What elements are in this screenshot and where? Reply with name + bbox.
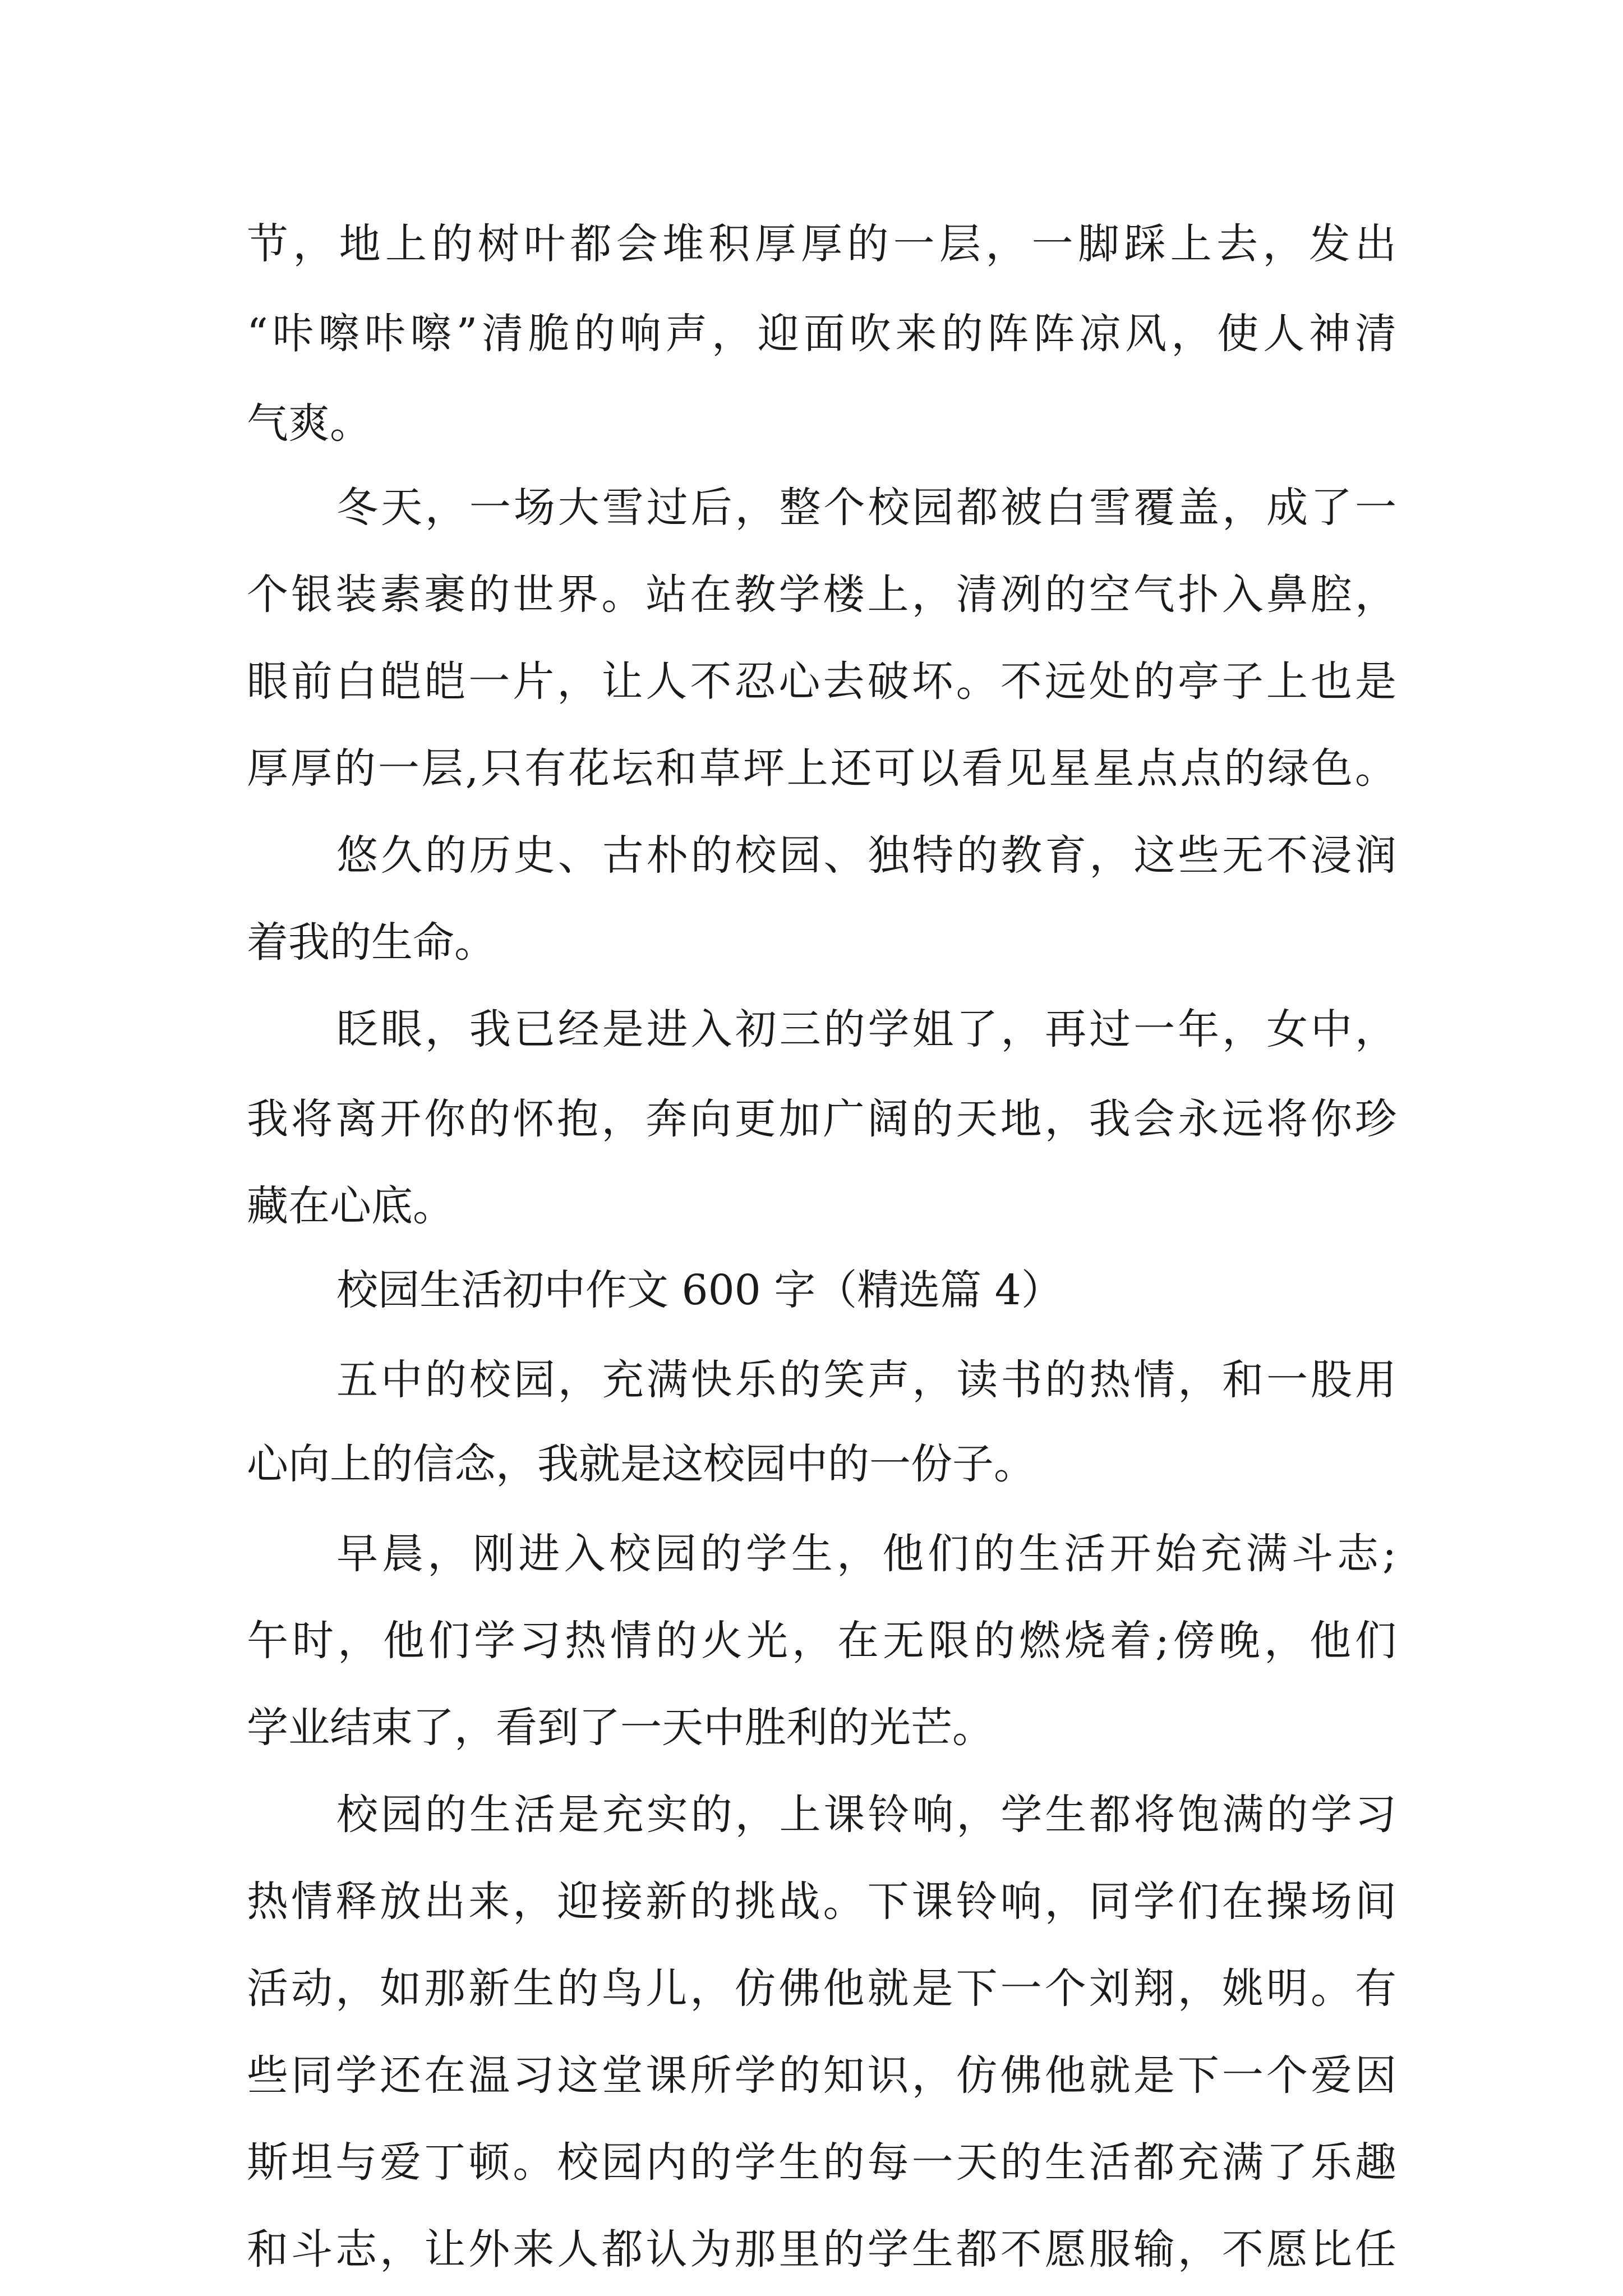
text-line: 早晨，刚进入校园的学生，他们的生活开始充满斗志; — [336, 1530, 1396, 1578]
text-line: 斯坦与爱丁顿。校园内的学生的每一天的生活都充满了乐趣 — [247, 2138, 1396, 2187]
text-line: 着我的生命。 — [247, 918, 496, 967]
text-line: 冬天，一场大雪过后，整个校园都被白雪覆盖，成了一 — [336, 484, 1396, 532]
text-line: 五中的校园，充满快乐的笑声，读书的热情，和一股用 — [336, 1356, 1396, 1404]
text-line: 个银装素裹的世界。站在教学楼上，清冽的空气扑入鼻腔， — [247, 570, 1396, 619]
text-line: 我将离开你的怀抱，奔向更加广阔的天地，我会永远将你珍 — [247, 1095, 1396, 1143]
text-line: 心向上的信念，我就是这校园中的一份子。 — [247, 1440, 1035, 1488]
text-line: 午时，他们学习热情的火光，在无限的燃烧着;傍晚，他们 — [247, 1617, 1396, 1665]
text-line: 热情释放出来，迎接新的挑战。下课铃响，同学们在操场间 — [247, 1878, 1396, 1926]
text-line: 藏在心底。 — [247, 1182, 454, 1230]
text-line: 和斗志，让外来人都认为那里的学生都不愿服输，不愿比任 — [247, 2225, 1396, 2274]
text-line: 校园的生活是充实的，上课铃响，学生都将饱满的学习 — [336, 1791, 1396, 1839]
text-line: 眼前白皑皑一片，让人不忍心去破坏。不远处的亭子上也是 — [247, 657, 1396, 706]
text-line: 气爽。 — [247, 399, 371, 448]
text-line: 学业结束了，看到了一天中胜利的光芒。 — [247, 1704, 994, 1752]
text-line: 些同学还在温习这堂课所学的知识，仿佛他就是下一个爱因 — [247, 2051, 1396, 2100]
text-line: 悠久的历史、古朴的校园、独特的教育，这些无不浸润 — [336, 831, 1396, 880]
text-line: 节，地上的树叶都会堆积厚厚的一层，一脚踩上去，发出 — [247, 220, 1396, 268]
text-line: 厚厚的一层,只有花坛和草坪上还可以看见星星点点的绿色。 — [247, 744, 1396, 793]
text-line: 眨眼，我已经是进入初三的学姐了，再过一年，女中， — [336, 1005, 1396, 1053]
text-line: “咔嚓咔嚓”清脆的响声，迎面吹来的阵阵凉风，使人神清 — [247, 310, 1396, 358]
section-heading: 校园生活初中作文 600 字（精选篇 4） — [336, 1266, 1063, 1314]
text-line: 活动，如那新生的鸟儿，仿佛他就是下一个刘翔，姚明。有 — [247, 1964, 1396, 2013]
